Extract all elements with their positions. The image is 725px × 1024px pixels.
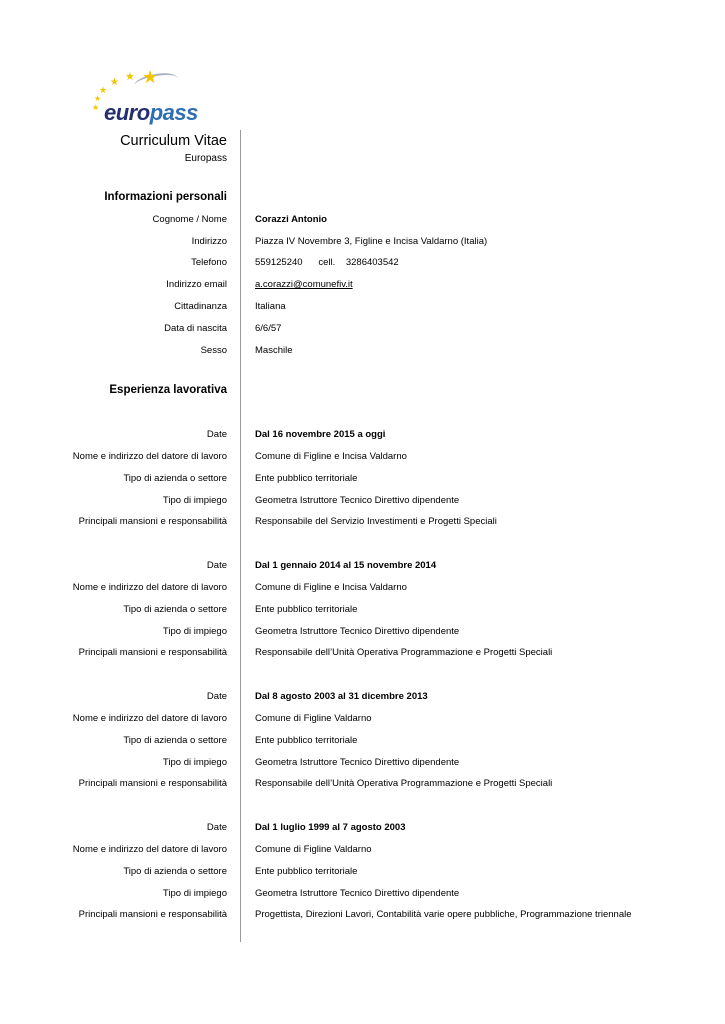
personal-row-email <box>0 274 725 296</box>
job-employer-value: Comune di Figline e Incisa Valdarno <box>255 450 407 462</box>
phone-label: Telefono <box>191 257 227 269</box>
job-sector-value: Ente pubblico territoriale <box>255 734 358 746</box>
section-heading-row <box>0 187 725 209</box>
job-row-sector <box>0 861 725 883</box>
job-row-sector <box>0 730 725 752</box>
job-sector-label: Tipo di azienda o settore <box>123 603 227 615</box>
birthdate-value: 6/6/57 <box>255 322 282 334</box>
job-row-employer <box>0 446 725 468</box>
job-date-label: Date <box>206 560 227 572</box>
job-sector-label: Tipo di azienda o settore <box>123 472 227 484</box>
citizenship-label: Cittadinanza <box>174 300 227 312</box>
job-row-date <box>0 686 725 708</box>
job-duties-value: Responsabile dell’Unità Operativa Programmazione e Progetti Speciali <box>255 778 553 790</box>
document-title: Curriculum Vitae <box>120 133 227 149</box>
job-row-employer <box>0 708 725 730</box>
job-row-position <box>0 883 725 905</box>
phone-value: 559125240 cell. 3286403542 <box>255 257 399 269</box>
section-work-experience <box>0 380 725 926</box>
job-position-label: Tipo di impiego <box>162 887 227 899</box>
experience-entry <box>0 424 725 533</box>
address-label: Indirizzo <box>191 235 227 247</box>
job-duties-label: Principali mansioni e responsabilità <box>78 778 227 790</box>
job-row-date <box>0 555 725 577</box>
gender-label: Sesso <box>200 344 227 356</box>
citizenship-value: Italiana <box>255 300 286 312</box>
job-employer-label: Nome e indirizzo del datore di lavoro <box>72 843 227 855</box>
job-position-value: Geometra Istruttore Tecnico Direttivo dipendente <box>255 625 460 637</box>
job-row-position <box>0 621 725 643</box>
job-row-employer <box>0 577 725 599</box>
job-employer-value: Comune di Figline Valdarno <box>255 712 372 724</box>
job-row-sector <box>0 468 725 490</box>
experience-entry <box>0 555 725 664</box>
job-row-duties <box>0 642 725 664</box>
job-date-label: Date <box>206 691 227 703</box>
job-position-value: Geometra Istruttore Tecnico Direttivo dipendente <box>255 756 460 768</box>
job-row-employer <box>0 839 725 861</box>
subheader-row <box>0 151 725 167</box>
job-row-sector <box>0 599 725 621</box>
job-sector-value: Ente pubblico territoriale <box>255 865 358 877</box>
personal-row-birthdate <box>0 318 725 340</box>
job-position-label: Tipo di impiego <box>162 625 227 637</box>
experience-entry <box>0 817 725 926</box>
job-date-value: Dal 1 gennaio 2014 al 15 novembre 2014 <box>255 560 437 572</box>
star-icon: ★ <box>92 103 100 112</box>
personal-row-phone <box>0 252 725 274</box>
birthdate-label: Data di nascita <box>164 322 227 334</box>
job-date-value: Dal 1 luglio 1999 al 7 agosto 2003 <box>255 822 406 834</box>
job-duties-value: Responsabile dell’Unità Operativa Programmazione e Progetti Speciali <box>255 647 553 659</box>
personal-row-citizenship <box>0 296 725 318</box>
star-icon: ★ <box>99 85 108 95</box>
europass-logo <box>90 68 210 128</box>
job-employer-label: Nome e indirizzo del datore di lavoro <box>72 581 227 593</box>
experience-section-title: Esperienza lavorativa <box>109 384 227 397</box>
personal-row-surname <box>0 209 725 231</box>
job-employer-label: Nome e indirizzo del datore di lavoro <box>72 712 227 724</box>
job-date-label: Date <box>206 822 227 834</box>
personal-row-address <box>0 231 725 253</box>
surname-value: Corazzi Antonio <box>255 213 327 225</box>
logo-text-pass: pass <box>149 100 198 125</box>
job-employer-label: Nome e indirizzo del datore di lavoro <box>72 450 227 462</box>
job-sector-value: Ente pubblico territoriale <box>255 603 358 615</box>
job-duties-value: Progettista, Direzioni Lavori, Contabilità varie opere pubbliche, Programmazione triennale <box>255 909 632 921</box>
job-date-value: Dal 8 agosto 2003 al 31 dicembre 2013 <box>255 691 428 703</box>
logo-text-euro: euro <box>104 100 150 125</box>
surname-label: Cognome / Nome <box>152 213 227 225</box>
job-row-duties <box>0 773 725 795</box>
star-icon: ★ <box>94 94 102 103</box>
job-duties-value: Responsabile del Servizio Investimenti e Progetti Speciali <box>255 516 497 528</box>
personal-row-gender <box>0 340 725 362</box>
logo-wordmark <box>104 100 198 126</box>
job-date-value: Dal 16 novembre 2015 a oggi <box>255 429 386 441</box>
job-sector-label: Tipo di azienda o settore <box>123 734 227 746</box>
job-position-value: Geometra Istruttore Tecnico Direttivo dipendente <box>255 494 460 506</box>
job-employer-value: Comune di Figline e Incisa Valdarno <box>255 581 407 593</box>
cv-content <box>0 131 725 926</box>
job-sector-label: Tipo di azienda o settore <box>123 865 227 877</box>
gender-value: Maschile <box>255 344 293 356</box>
job-duties-label: Principali mansioni e responsabilità <box>78 516 227 528</box>
email-label: Indirizzo email <box>166 279 227 291</box>
job-position-value: Geometra Istruttore Tecnico Direttivo dipendente <box>255 887 460 899</box>
job-row-date <box>0 424 725 446</box>
experience-entry <box>0 686 725 795</box>
job-row-date <box>0 817 725 839</box>
star-icon: ★ <box>125 71 135 83</box>
document-subtitle: Europass <box>184 153 227 164</box>
job-row-position <box>0 752 725 774</box>
star-icon: ★ <box>142 67 159 87</box>
address-value: Piazza IV Novembre 3, Figline e Incisa Valdarno (Italia) <box>255 235 488 247</box>
job-position-label: Tipo di impiego <box>162 494 227 506</box>
job-date-label: Date <box>206 429 227 441</box>
job-employer-value: Comune di Figline Valdarno <box>255 843 372 855</box>
email-link[interactable]: a.corazzi@comunefiv.it <box>255 279 353 291</box>
section-personal-info <box>0 187 725 361</box>
section-heading-row <box>0 380 725 402</box>
job-duties-label: Principali mansioni e responsabilità <box>78 647 227 659</box>
job-row-duties <box>0 904 725 926</box>
personal-section-title: Informazioni personali <box>104 191 227 203</box>
job-sector-value: Ente pubblico territoriale <box>255 472 358 484</box>
job-position-label: Tipo di impiego <box>162 756 227 768</box>
job-row-position <box>0 490 725 512</box>
header-row <box>0 131 725 151</box>
star-icon: ★ <box>110 77 119 88</box>
job-row-duties <box>0 511 725 533</box>
job-duties-label: Principali mansioni e responsabilità <box>78 909 227 921</box>
